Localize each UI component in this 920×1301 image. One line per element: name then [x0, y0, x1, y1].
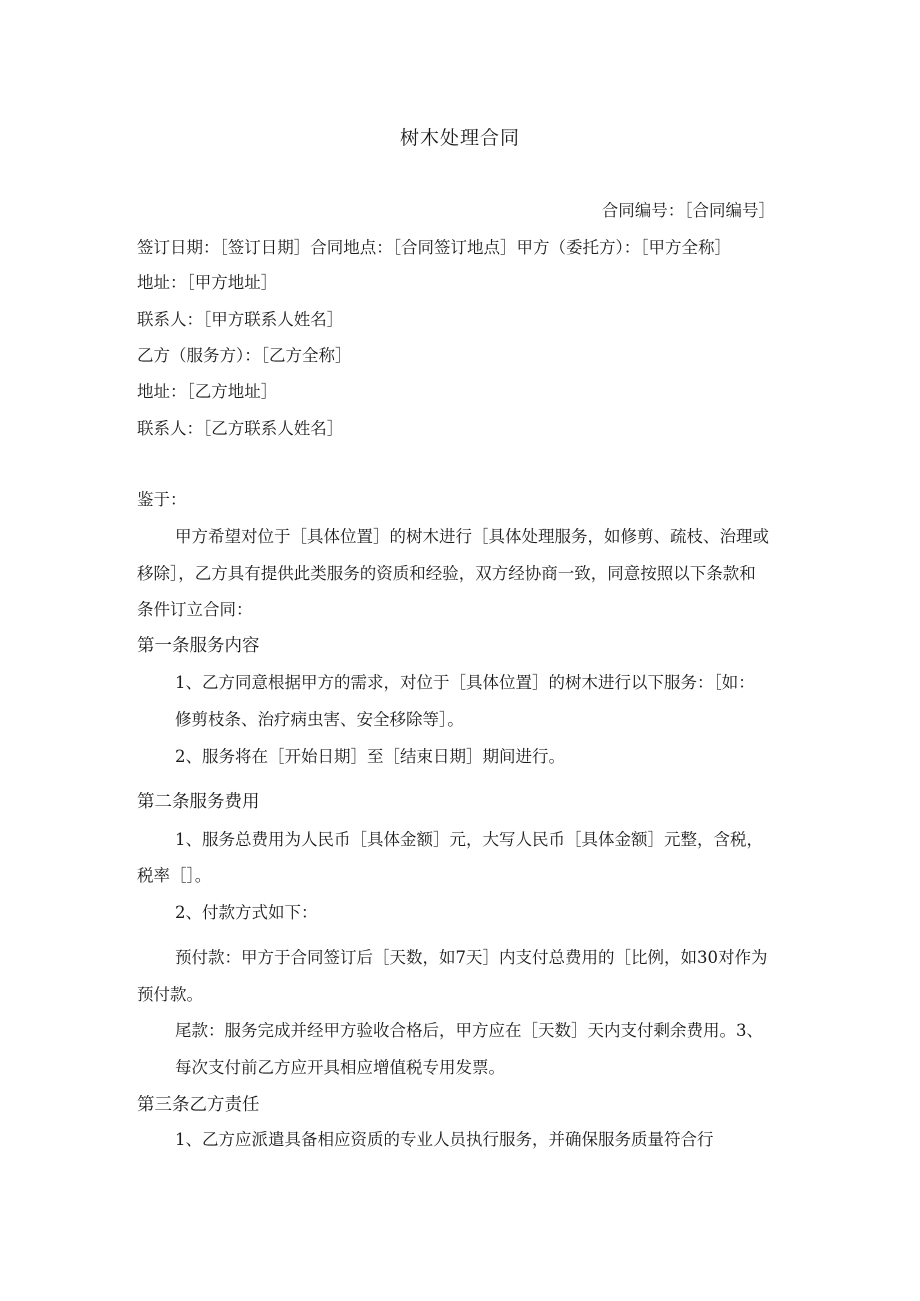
section-line: 1、乙方应派遣具备相应资质的专业人员执行服务，并确保服务质量符合行: [175, 1130, 714, 1149]
party-b-contact: 联系人：［乙方联系人姓名］: [137, 419, 344, 438]
section-line: 预付款：甲方于合同签订后［天数，如7天］内支付总费用的［比例，如30对作为: [175, 948, 768, 967]
preamble-label: 鉴于：: [137, 490, 187, 509]
section-line: 尾款：服务完成并经甲方验收合格后，甲方应在［天数］天内支付剩余费用。3、: [175, 1021, 763, 1040]
section-line: 2、服务将在［开始日期］至［结束日期］期间进行。: [175, 747, 565, 766]
section-heading-service-content: 第一条服务内容: [137, 636, 260, 656]
sign-date-location-party-a: 签订日期：［签订日期］合同地点：［合同签订地点］甲方（委托方）：［甲方全称］: [137, 238, 731, 257]
section-line: 每次支付前乙方应开具相应增值税专用发票。: [175, 1058, 505, 1077]
preamble-line: 甲方希望对位于［具体位置］的树木进行［具体处理服务，如修剪、疏枝、治理或: [175, 527, 769, 546]
party-a-contact: 联系人：［甲方联系人姓名］: [137, 310, 344, 329]
party-a-address: 地址：［甲方地址］: [137, 273, 278, 292]
section-line: 修剪枝条、治疗病虫害、安全移除等］。: [175, 710, 464, 729]
section-line: 1、乙方同意根据甲方的需求，对位于［具体位置］的树木进行以下服务：［如：: [175, 673, 755, 692]
preamble-line: 移除］，乙方具有提供此类服务的资质和经验，双方经协商一致，同意按照以下条款和: [137, 564, 756, 583]
section-heading-service-fee: 第二条服务费用: [137, 792, 260, 812]
contract-number: 合同编号：［合同编号］: [601, 201, 775, 220]
preamble-line: 条件订立合同：: [137, 600, 253, 619]
section-line: 税率［］。: [137, 866, 212, 885]
party-b-name: 乙方（服务方）：［乙方全称］: [137, 346, 352, 365]
section-line: 1、服务总费用为人民币［具体金额］元，大写人民币［具体金额］元整，含税，: [175, 830, 763, 849]
document-title: 树木处理合同: [399, 127, 520, 149]
section-line: 预付款。: [137, 985, 203, 1004]
party-b-address: 地址：［乙方地址］: [137, 382, 278, 401]
section-heading-party-b-responsibility: 第三条乙方责任: [137, 1095, 260, 1115]
section-line: 2、付款方式如下：: [175, 903, 318, 922]
